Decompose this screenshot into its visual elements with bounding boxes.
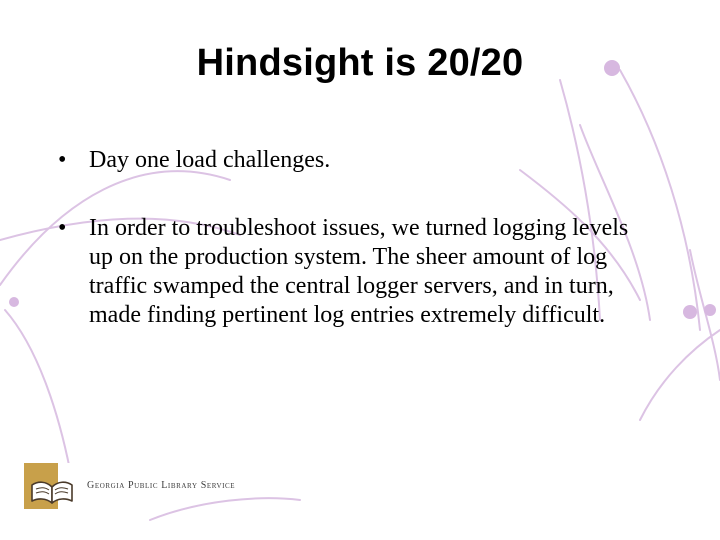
decor-dot (9, 297, 19, 307)
open-book-icon (24, 463, 80, 509)
decor-dot (683, 305, 697, 319)
bullet-item (58, 146, 658, 175)
decor-dot (704, 304, 716, 316)
gpls-logo (24, 463, 244, 509)
bullet-text: Day one load challenges. (89, 147, 331, 173)
bullet-text: In order to troubleshoot issues, we turned logging levels up on the production system. The sheer amount of log traffic swamped the central logger servers, and in turn, made finding pertinent log entries extremely difficult. (89, 215, 629, 328)
bullet-item (58, 214, 658, 330)
logo-text: Georgia Public Library Service (87, 480, 236, 491)
slide-title: Hindsight is 20/20 (196, 42, 524, 84)
bullet-marker: • (58, 147, 67, 173)
bullet-marker: • (58, 215, 67, 241)
bullet-list (58, 146, 658, 369)
logo-badge (24, 463, 80, 509)
